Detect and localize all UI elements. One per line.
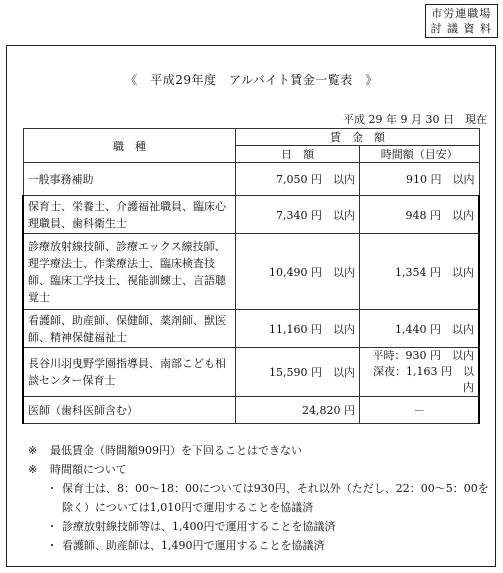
- as-of-date: 平成 29 年 9 月 30 日 現在: [343, 113, 487, 126]
- note-sub-item: [28, 536, 492, 555]
- hourly-wage: 1,354 円 以内: [359, 234, 479, 310]
- hourly-wage: 948 円 以内: [359, 196, 479, 234]
- bullet: ・: [46, 520, 58, 533]
- note-mark: ※: [28, 444, 38, 457]
- daily-wage: 7,050 円 以内: [236, 163, 360, 196]
- page-title: 《 平成29年度 アルバイト賃金一覧表 》: [125, 73, 378, 87]
- note-text: 診療放射線技師等は、1,400円で運用することを協議済: [62, 520, 336, 533]
- hourly-wage-normal: 平時：930 円 以内: [372, 349, 474, 362]
- table-row: [23, 163, 479, 196]
- hourly-wage-split: [359, 348, 479, 397]
- job-name: 一般事務補助: [23, 163, 236, 196]
- header-daily: 日 額: [236, 146, 360, 163]
- table-row: [23, 310, 479, 348]
- table-row: [23, 196, 479, 234]
- bullet: ・: [46, 539, 58, 552]
- header-wage-amount: 賃 金 額: [236, 129, 479, 146]
- hourly-wage: 1,440 円 以内: [359, 310, 479, 348]
- job-name: 長谷川羽曳野学園指導員、南部こども相談センター保育士: [23, 348, 236, 397]
- hourly-wage: 910 円 以内: [359, 163, 479, 196]
- bullet: ・: [46, 482, 58, 495]
- note-sub-item: [28, 479, 492, 517]
- daily-wage: 15,590 円 以内: [236, 348, 360, 397]
- header-hourly: 時間額（目安）: [359, 146, 479, 163]
- note-text: 保育士は、8：00～18：00については930円、それ以外（ただし、22：00～5：00を除く）については1,010円で運用することを協議済: [62, 482, 489, 514]
- notes-section: [28, 441, 492, 555]
- daily-wage: 11,160 円 以内: [236, 310, 360, 348]
- note-hourly-wage: [28, 460, 492, 479]
- table-row: [23, 234, 479, 310]
- daily-wage: 7,340 円 以内: [236, 196, 360, 234]
- discussion-material-stamp: [425, 4, 499, 38]
- table-row: [23, 348, 479, 397]
- note-minimum-wage: [28, 441, 492, 460]
- note-text: 最低賃金（時間額909円）を下回ることはできない: [50, 444, 302, 457]
- note-text: 時間額について: [50, 463, 127, 476]
- job-name: 診療放射線技師、診療エックス線技師、理学療法士、作業療法士、臨床検査技師、臨床工学技士、視能訓練士、言語聴覚士: [23, 234, 236, 310]
- wage-table: [22, 128, 480, 424]
- note-text: 看護師、助産師は、1,490円で運用することを協議済: [62, 539, 325, 552]
- note-mark: ※: [28, 463, 38, 476]
- header-job-type: 職 種: [23, 129, 236, 163]
- daily-wage: 10,490 円 以内: [236, 234, 360, 310]
- job-name: 看護師、助産師、保健師、薬剤師、獣医師、精神保健福祉士: [23, 310, 236, 348]
- note-sub-item: [28, 517, 492, 536]
- stamp-line-2: 討 議 資 料: [430, 22, 492, 35]
- job-name: 医師（歯科医師含む）: [23, 397, 236, 424]
- daily-wage: 24,820 円: [236, 397, 360, 424]
- hourly-wage-night: 深夜：1,163 円 以内: [373, 365, 474, 394]
- table-row: [23, 397, 479, 424]
- job-name: 保育士、栄養士、介護福祉職員、臨床心理職員、歯科衛生士: [23, 196, 236, 234]
- stamp-line-1: 市労連職場: [431, 7, 492, 20]
- hourly-wage: －: [359, 397, 479, 424]
